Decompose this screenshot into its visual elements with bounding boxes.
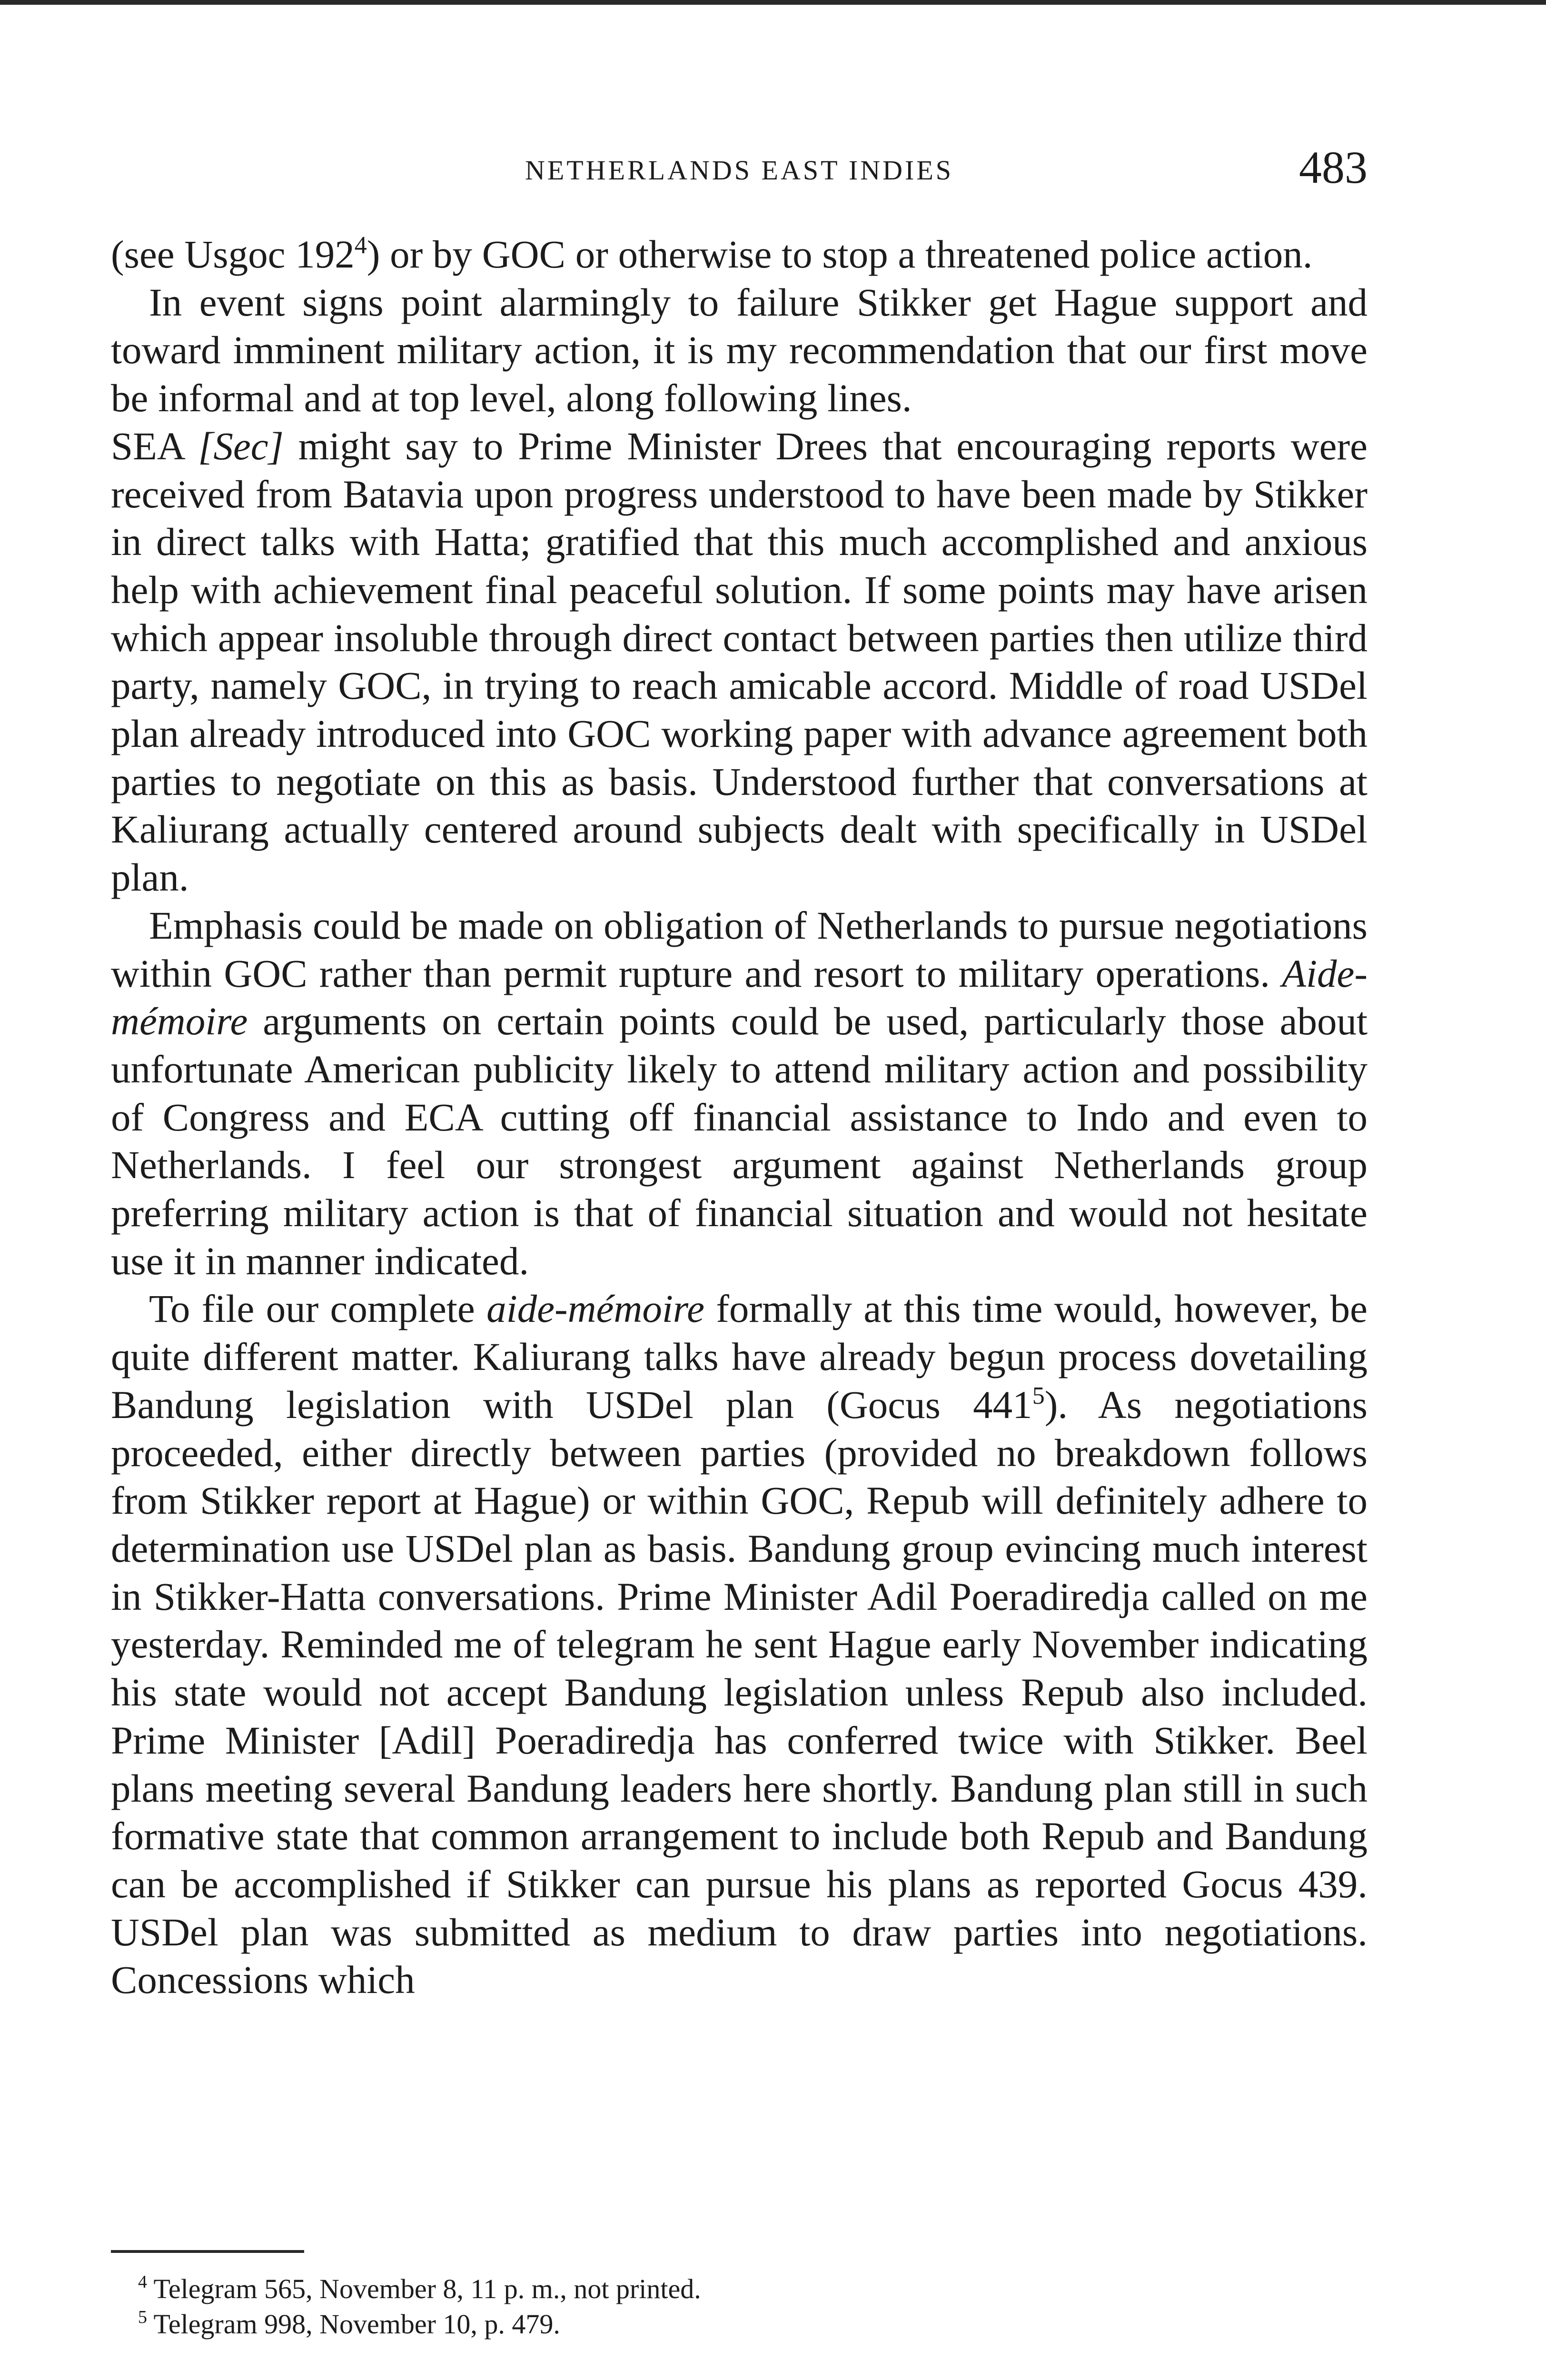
paragraph-5-text-b: formally at this time would, however, be quite different matter. Kaliurang talks have already begun process dovetailing Bandung legislation with USDel plan (Gocus 441: [111, 1287, 1368, 1427]
paragraph-4-text-a: Emphasis could be made on obligation of Netherlands to pursue negotiations within GOC rather than permit rupture and resort to military operations.: [111, 903, 1368, 995]
footnote-4-text: Telegram 565, November 8, 11 p. m., not printed.: [153, 2273, 701, 2304]
paragraph-4: [111, 902, 1368, 1285]
paragraph-1-text-a: (see Usgoc 192: [111, 232, 355, 276]
footnote-ref-4: 4: [354, 232, 367, 259]
paragraph-3-text-a: SEA: [111, 424, 198, 468]
paragraph-4-italic: Aide-mémoire: [111, 951, 1368, 1043]
top-edge-rule: [0, 0, 1546, 5]
paragraph-4-text-b: arguments on certain points could be used, particularly those about unfortunate American publicity likely to attend military action and possibility of Congress and ECA cutting off financial assistance to Indo and even to Netherlands. I feel our strongest argument against Netherlands group preferring military action is that of financial situation and would not hesitate use it in manner indicated.: [111, 999, 1368, 1283]
paragraph-3-text-b: might say to Prime Minister Drees that encouraging reports were received from Batavia upon progress understood to have been made by Stikker in direct talks with Hatta; gratified that this much accomplished and anxious help with achievement final peaceful solution. If some points may have arisen which appear insoluble through direct contact between parties then utilize third party, namely GOC, in trying to reach amicable accord. Middle of road USDel plan already introduced into GOC working paper with advance agreement both parties to negotiate on this as basis. Understood further that conversations at Kaliurang actually centered around subjects dealt with specifically in USDel plan.: [111, 424, 1368, 900]
paragraph-5-text-c: ). As negotiations proceeded, either directly between parties (provided no breakdown follows from Stikker report at Hague) or within GOC, Repub will definitely adhere to determination use USDel plan as basis. Bandung group evincing much interest in Stikker-Hatta conversations. Prime Minister Adil Poeradiredja called on me yesterday. Reminded me of telegram he sent Hague early November indicating his state would not accept Bandung legislation unless Repub also included. Prime Minister [Adil] Poeradiredja has conferred twice with Stikker. Beel plans meeting several Bandung leaders here shortly. Bandung plan still in such formative state that common arrangement to include both Repub and Bandung can be accomplished if Stikker can pursue his plans as reported Gocus 439. USDel plan was submitted as medium to draw parties into negotiations. Concessions which: [111, 1382, 1368, 2002]
running-head: NETHERLANDS EAST INDIES: [525, 155, 954, 186]
footnote-4: [138, 2271, 1357, 2307]
paragraph-1: [111, 230, 1368, 278]
footnote-5-text: Telegram 998, November 10, p. 479.: [153, 2309, 560, 2340]
footnotes: [138, 2271, 1357, 2342]
page-header: [111, 141, 1368, 198]
footnote-rule: [111, 2250, 304, 2253]
paragraph-1-text-b: ) or by GOC or otherwise to stop a threatened police action.: [367, 232, 1313, 276]
paragraph-5-text-a: To file our complete: [149, 1287, 487, 1331]
paragraph-3-italic: [Sec]: [198, 424, 284, 468]
footnote-ref-5: 5: [1032, 1382, 1045, 1409]
paragraph-5: [111, 1285, 1368, 2004]
paragraph-5-italic: aide-mémoire: [486, 1287, 704, 1331]
body-text: [111, 230, 1368, 2004]
paragraph-2: In event signs point alarmingly to failure Stikker get Hague support and toward imminent military action, it is my recommendation that our first move be informal and at top level, along following lines.: [111, 280, 1368, 420]
paragraph-3: [111, 422, 1368, 902]
footnote-5: [138, 2307, 1357, 2342]
page-number: 483: [1299, 142, 1368, 193]
footnote-4-marker: 4: [138, 2272, 147, 2292]
footnote-5-marker: 5: [138, 2307, 147, 2327]
